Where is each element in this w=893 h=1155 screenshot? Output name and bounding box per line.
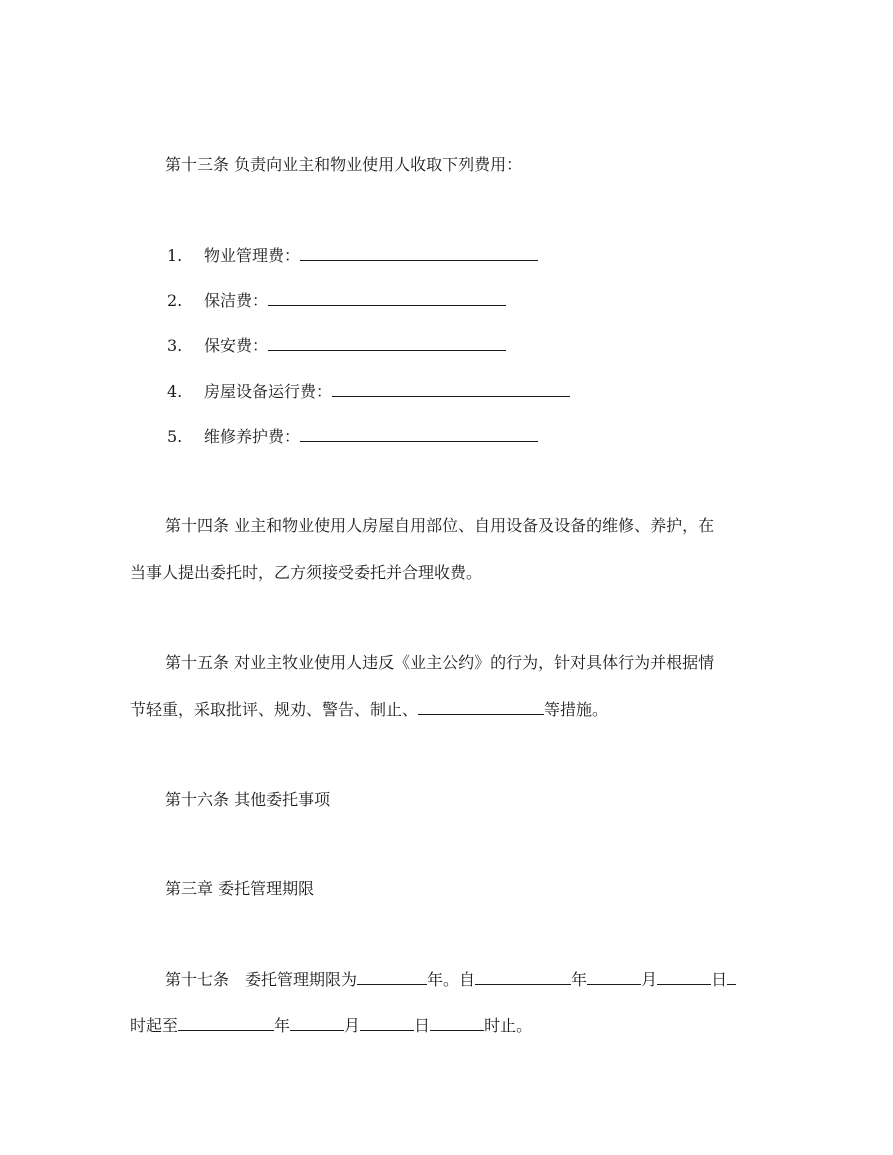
article-17-line-1: [165, 969, 736, 989]
article-15-text-after: 等措施。: [544, 700, 609, 719]
article-17-prefix: 第十七条 委托管理期限为: [165, 970, 358, 989]
chapter-3-title: 第三章 委托管理期限: [165, 879, 315, 898]
end-year-blank[interactable]: [178, 1015, 274, 1031]
article-17-line-2: [130, 1015, 532, 1035]
article-15-line-1: 第十五条 对业主牧业使用人违反《业主公约》的行为，针对具体行为并根据情: [165, 653, 715, 672]
year-word: 年: [571, 970, 588, 989]
fee-item-number: 1.: [167, 246, 183, 265]
article-14-line-1: 第十四条 业主和物业使用人房屋自用部位、自用设备及设备的维修、养护，在: [165, 516, 715, 535]
fee-item-number: 3.: [167, 336, 183, 355]
fee-blank-field[interactable]: [332, 381, 570, 397]
day-word: 日: [414, 1016, 431, 1035]
month-word: 月: [641, 970, 658, 989]
fee-blank-field[interactable]: [268, 335, 506, 351]
fee-item-label: 维修养护费：: [204, 427, 301, 446]
fee-item-5: [167, 426, 538, 446]
article-14-line-2: 当事人提出委托时，乙方须接受委托并合理收费。: [130, 563, 483, 582]
measures-blank-field[interactable]: [418, 699, 544, 715]
article-13-heading: 第十三条 负责向业主和物业使用人收取下列费用：: [165, 155, 523, 174]
end-month-blank[interactable]: [290, 1015, 344, 1031]
fee-item-number: 2.: [167, 291, 183, 310]
from-word: 。自: [443, 970, 476, 989]
fee-item-2: [167, 290, 506, 310]
fee-item-3: [167, 335, 506, 355]
start-month-blank[interactable]: [587, 969, 641, 985]
fee-item-label: 房屋设备运行费：: [204, 382, 333, 401]
end-word: 时止。: [484, 1016, 533, 1035]
fee-blank-field[interactable]: [300, 426, 538, 442]
fee-item-4: [167, 381, 570, 401]
start-year-blank[interactable]: [475, 969, 571, 985]
line-2-start: 时起至: [130, 1016, 179, 1035]
year-word: 年: [274, 1016, 291, 1035]
day-word: 日: [711, 970, 728, 989]
fee-item-number: 5.: [167, 427, 183, 446]
month-word: 月: [344, 1016, 361, 1035]
fee-item-1: [167, 245, 538, 265]
term-years-blank[interactable]: [357, 969, 427, 985]
end-hour-blank[interactable]: [430, 1015, 484, 1031]
fee-item-label: 保安费：: [204, 336, 269, 355]
end-day-blank[interactable]: [360, 1015, 414, 1031]
fee-item-label: 物业管理费：: [204, 246, 301, 265]
fee-blank-field[interactable]: [300, 245, 538, 261]
trailing-blank[interactable]: [727, 969, 736, 985]
start-day-blank[interactable]: [657, 969, 711, 985]
fee-item-number: 4.: [167, 382, 183, 401]
fee-blank-field[interactable]: [268, 290, 506, 306]
article-16: 第十六条 其他委托事项: [165, 790, 331, 809]
year-word: 年: [427, 970, 444, 989]
article-15-text-before: 节轻重，采取批评、规劝、警告、制止、: [130, 700, 419, 719]
fee-item-label: 保洁费：: [204, 291, 269, 310]
article-15-line-2: [130, 699, 608, 719]
